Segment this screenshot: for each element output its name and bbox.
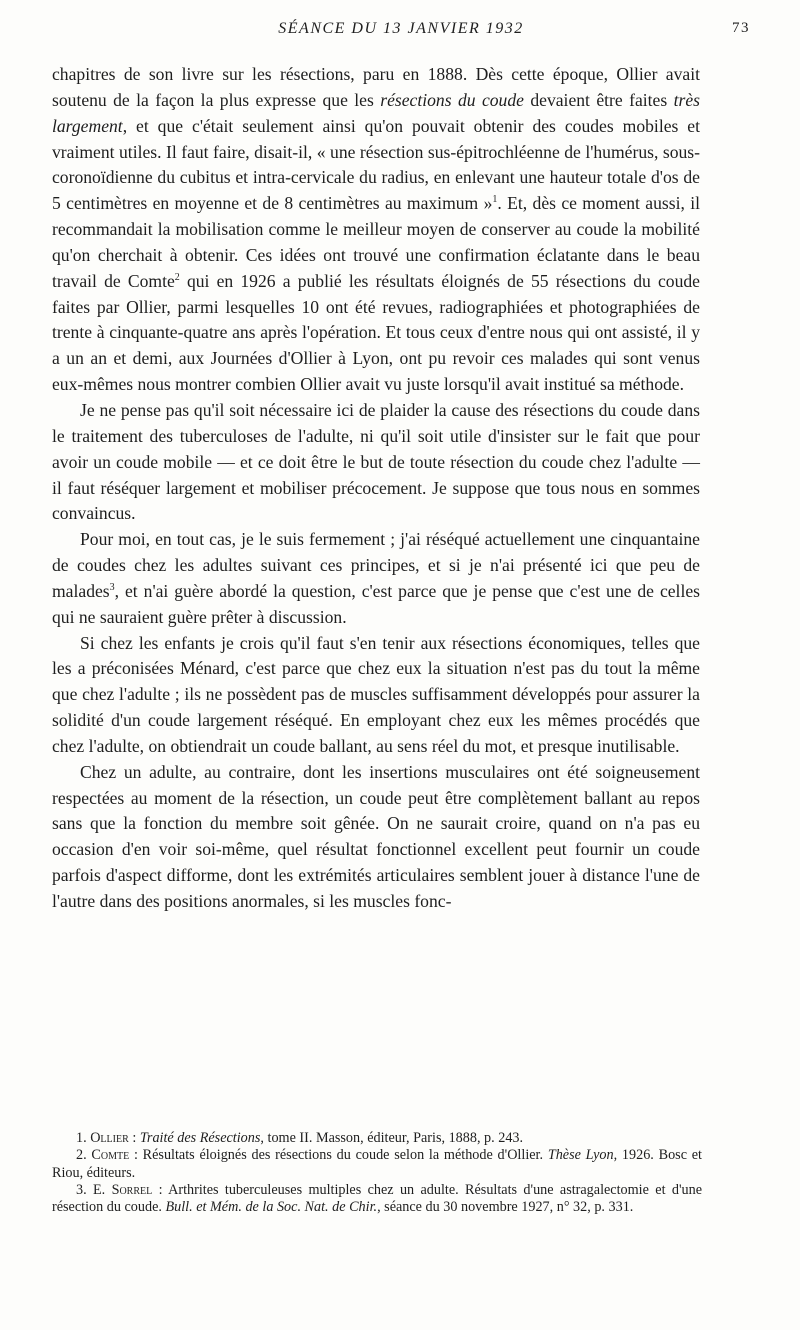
footnote bbox=[52, 1182, 702, 1217]
text-run: 2. bbox=[76, 1147, 92, 1164]
text-run: , et que c'était seulement ainsi qu'on pouvait obtenir des coudes mobiles et vraiment utiles. Il faut faire, disait-il, « une résection sus-épitrochléenne de l'humérus, sous-coronoïdienne du cubitus et intra-cervicale du radius, en enlevant une hauteur totale d'os de 5 centimètres en moyenne et de 8 centimètres au maximum » bbox=[52, 115, 700, 214]
text-run: Je ne pense pas qu'il soit nécessaire ici de plaider la cause des résections du coude dans le traitement des tuberculoses de l'adulte, ni qu'il soit utile d'insister sur le fait que pour avoir un coude mobile — et ce doit être le but de toute résection du coude chez l'adulte — il faut réséquer largement et mobiliser précocement. Je suppose que tous nous en sommes convaincus. bbox=[52, 399, 700, 524]
italic-text: résections du coude bbox=[380, 89, 524, 110]
text-run: Si chez les enfants je crois qu'il faut s'en tenir aux résections économiques, telles que les a préconisées Ménard, c'est parce que chez eux la situation n'est pas du tout la même que chez l'adulte ; ils ne possèdent pas de muscles suffisamment développés pour assurer la solidité d'un coude largement réséqué. En employant chez eux les mêmes procédés que chez l'adulte, on obtiendrait un coude ballant, au sens réel du mot, et presque inutilisable. bbox=[52, 632, 700, 756]
text-run: : Arthrites tuberculeuses multiples chez un adulte. Résultats d'une astragalectomie et d'une résection du coude. bbox=[52, 1181, 702, 1216]
text-run: chapitres de son livre sur les résections, paru en 1888. Dès cette époque, Ollier avait soutenu de la façon la plus expresse que les bbox=[52, 64, 700, 110]
footnote-ref: 3 bbox=[109, 582, 115, 594]
text-run: , 1926. Bosc et Riou, éditeurs. bbox=[52, 1147, 702, 1181]
text-run: 3. E. bbox=[76, 1181, 112, 1198]
text-run: : Résultats éloignés des résections du coude selon la méthode d'Ollier. bbox=[129, 1147, 548, 1164]
paragraph bbox=[52, 398, 700, 527]
italic-text: Bull. et Mém. de la Soc. Nat. de Chir. bbox=[165, 1199, 378, 1216]
page-number: 73 bbox=[732, 20, 750, 36]
paragraph bbox=[52, 631, 700, 760]
author-name: Ollier bbox=[90, 1130, 129, 1146]
running-title: SÉANCE DU 13 JANVIER 1932 bbox=[278, 20, 524, 37]
paragraph bbox=[52, 760, 700, 915]
italic-text: Traité des Résections bbox=[139, 1130, 261, 1146]
text-run: , séance du 30 novembre 1927, n° 32, p. 331. bbox=[377, 1199, 634, 1216]
italic-text: très largement bbox=[52, 89, 700, 136]
paragraph bbox=[52, 62, 700, 398]
text-run: qui en 1926 a publié les résultats éloignés de 55 résections du coude faites par Ollier, parmi lesquelles 10 ont été revues, radiographiées et photographiées de trente à cinquante-quatre ans après l'opération. Et tous ceux d'entre nous qui ont assisté, il y a un an et demi, aux Journées d'Ollier à Lyon, ont pu revoir ces malades qui sont venus eux-mêmes nous montrer combien Ollier avait vu juste lorsqu'il avait institué sa méthode. bbox=[52, 270, 700, 395]
body-text bbox=[52, 62, 700, 915]
author-name: Sorrel bbox=[111, 1181, 153, 1198]
paragraph bbox=[52, 527, 700, 630]
italic-text: Thèse Lyon bbox=[547, 1147, 614, 1164]
text-run: Chez un adulte, au contraire, dont les insertions musculaires ont été soigneusement respectées au moment de la résection, un coude peut être complètement ballant au repos sans que la fonction du membre soit gênée. On ne saurait croire, quand on n'a pas eu occasion d'en voir soi-même, quel résultat fonctionnel excellent peut fournir un coude parfois d'aspect difforme, dont les extrémités articulaires semblent jouer à distance l'une de l'autre dans des positions anormales, si les muscles fonc- bbox=[52, 761, 700, 911]
footnotes bbox=[52, 1130, 702, 1216]
text-run: . Et, dès ce moment aussi, il recommandait la mobilisation comme le meilleur moyen de conserver au coude la mobilité qu'on cherchait à obtenir. Ces idées ont trouvé une confirmation éclatante dans le beau travail de Comte bbox=[52, 193, 700, 291]
text-run: , tome II. Masson, éditeur, Paris, 1888, p. 243. bbox=[260, 1130, 524, 1146]
author-name: Comte bbox=[91, 1147, 130, 1164]
text-run: devaient être faites bbox=[523, 89, 674, 110]
footnote bbox=[52, 1130, 702, 1147]
footnote bbox=[52, 1147, 702, 1182]
footnote-ref: 2 bbox=[174, 271, 180, 283]
text-run: Pour moi, en tout cas, je le suis fermement ; j'ai réséqué actuellement une cinquantaine de coudes chez les adultes suivant ces principes, et si je n'ai présenté ici que peu de malades bbox=[52, 529, 700, 601]
text-run: , et n'ai guère abordé la question, c'est parce que je pense que c'est une de celles qui ne sauraient guère prêter à discussion. bbox=[52, 580, 700, 627]
running-header bbox=[52, 16, 750, 46]
text-run: : bbox=[128, 1130, 140, 1146]
footnote-ref: 1 bbox=[492, 194, 498, 206]
text-run: 1. bbox=[76, 1130, 91, 1146]
